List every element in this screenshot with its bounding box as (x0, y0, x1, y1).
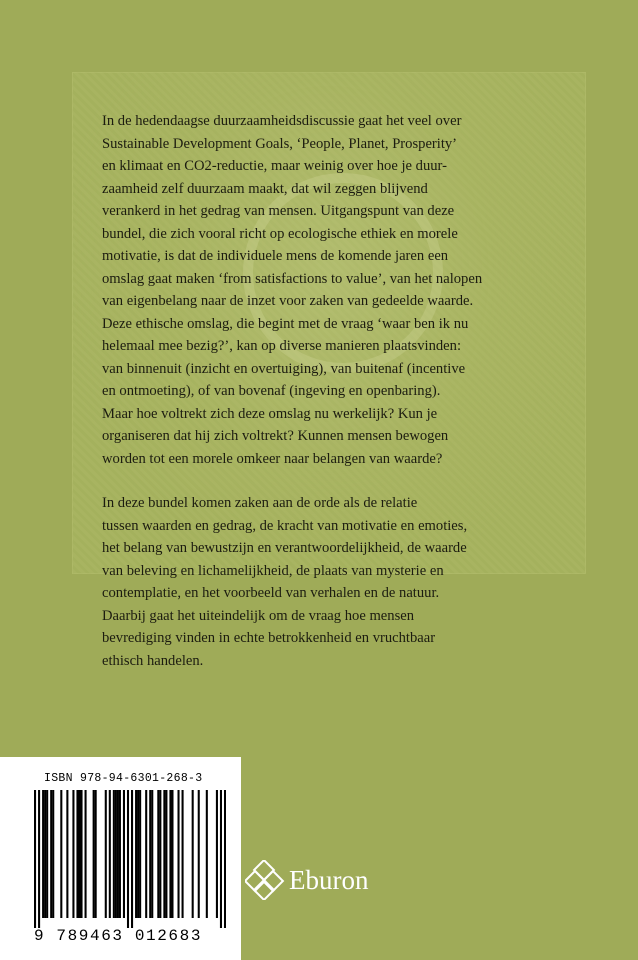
barcode-bar (78, 790, 80, 918)
barcode-bar (137, 790, 139, 918)
barcode-bar (171, 790, 173, 918)
barcode-bar (66, 790, 68, 918)
barcode-bar (72, 790, 74, 918)
barcode-bar (159, 790, 161, 918)
barcode-bar (34, 790, 36, 928)
barcode-bar (76, 790, 78, 918)
barcode-bar (149, 790, 151, 918)
barcode-bar (182, 790, 184, 918)
barcode-bar (145, 790, 147, 918)
barcode-bar (109, 790, 111, 918)
barcode-bar (117, 790, 119, 918)
ean-barcode (34, 790, 226, 928)
barcode-bar (139, 790, 141, 918)
barcode-bar (80, 790, 82, 918)
barcode-bar (52, 790, 54, 918)
barcode-bar (163, 790, 165, 918)
blurb-paragraph-1: In de hedendaagse duurzaamheidsdiscussie gaat het veel over Sustainable Development Goals, ‘People, Planet, Prosperity’ en klimaat en CO2-reductie, maar weinig over hoe je duur- zaamheid zelf duurzaam maakt, dat wil zeggen blijvend verankerd in het gedrag van mensen. Uitgangspunt van deze bundel, die zich vooral richt op ecologische ethiek en morele motivatie, is dat de individuele mens de komende jaren een omslag gaat maken ‘from satisfactions to value’, van het nalopen van eigenbelang naar de inzet voor zaken van gedeelde waarde. Deze ethische omslag, die begint met de vraag ‘waar ben ik nu helemaal mee bezig?’, kan op diverse manieren plaatsvinden: van binnenuit (inzicht en overtuiging), van buitenaf (incentive en ontmoeting), of van bovenaf (ingeving en openbaring). Maar hoe voltrekt zich deze omslag nu werkelijk? Kun je organiseren dat hij zich voltrekt? Kunnen mensen bewogen worden tot een morele omkeer naar belangen van waarde? (102, 113, 483, 467)
barcode-bar (131, 790, 133, 928)
barcode-bar (93, 790, 95, 918)
barcode-bar (135, 790, 137, 918)
barcode-bar (123, 790, 125, 918)
barcode-bar (119, 790, 121, 918)
barcode-bar (95, 790, 97, 918)
barcode-bar (157, 790, 159, 918)
barcode-bar (165, 790, 167, 918)
barcode-bar (220, 790, 222, 928)
ean-digits: 9 789463 012683 (34, 927, 203, 945)
barcode-bar (192, 790, 194, 918)
barcode-bar (127, 790, 129, 928)
barcode-bar (50, 790, 52, 918)
publisher-name: Eburon (289, 864, 369, 895)
barcode-bar (42, 790, 44, 918)
barcode-bar (224, 790, 226, 928)
barcode-bar (38, 790, 40, 928)
barcode-bar (85, 790, 87, 918)
barcode-bar (60, 790, 62, 918)
barcode-bar (177, 790, 179, 918)
eburon-diamond-logo-icon (245, 860, 285, 900)
blurb-text (102, 110, 572, 672)
barcode-bar (198, 790, 200, 918)
isbn-label: ISBN 978-94-6301-268-3 (44, 772, 203, 785)
barcode-bar (46, 790, 48, 918)
barcode-bar (105, 790, 107, 918)
barcode-bar (115, 790, 117, 918)
blurb-paragraph-2: In deze bundel komen zaken aan de orde als de relatie tussen waarden en gedrag, de kracht van motivatie en emoties, het belang van bewustzijn en verantwoordelijkheid, de waarde van beleving en lichamelijkheid, de plaats van mysterie en contemplatie, en het voorbeeld van verhalen en de natuur. Daarbij gaat het uiteindelijk om de vraag hoe mensen bevrediging vinden in echte betrokkenheid en vruchtbaar ethisch handelen. (102, 495, 468, 669)
barcode-bar (216, 790, 218, 918)
publisher-logo (245, 856, 368, 904)
barcode-bar (151, 790, 153, 918)
barcode-bar (169, 790, 171, 918)
barcode-bar (206, 790, 208, 918)
barcode-bar (113, 790, 115, 918)
barcode-bar (44, 790, 46, 918)
